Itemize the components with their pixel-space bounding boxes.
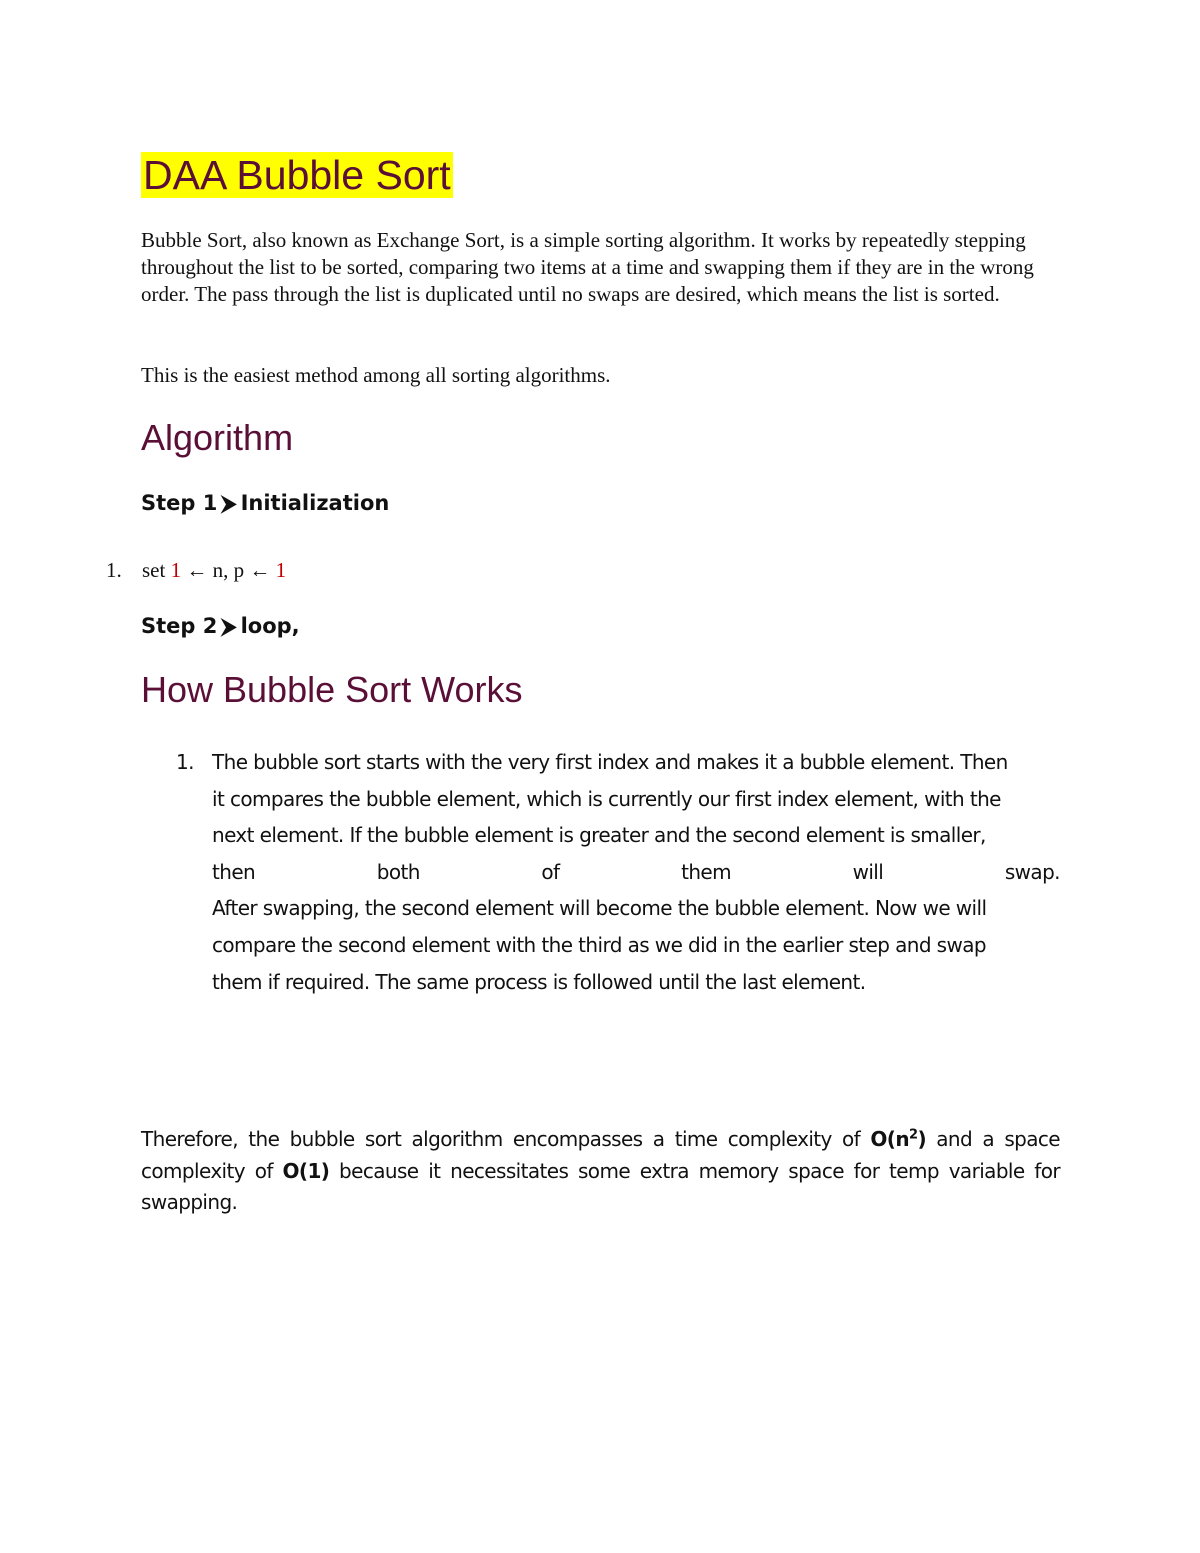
complexity-summary [141,1124,1060,1219]
summary-part-1: Therefore, the bubble sort algorithm encompasses a time complexity of [141,1127,871,1151]
justified-word: then [212,859,256,884]
summary-part-3: because it necessitates some extra memory space for temp variable for swapping. [141,1158,1061,1214]
how-list-item [176,744,1060,1000]
step-2-text: loop, [240,614,300,638]
justified-word: will [852,859,884,884]
step-1 [141,489,389,517]
justified-word: both [376,859,420,884]
algorithm-heading: Algorithm [141,417,294,458]
page-title: DAA Bubble Sort [143,152,451,198]
time-complexity-exponent: 2 [909,1127,918,1143]
summary-part-2: and a space complexity of [141,1127,1060,1183]
time-complexity-base: O(n [870,1127,909,1151]
list-line: it compares the bubble element, which is currently our first index element, with the [212,786,1001,811]
justified-word: swap. [1004,859,1060,884]
step-2 [141,612,300,640]
list-line: them if required. The same process is followed until the last element. [212,969,866,994]
time-complexity [870,1127,926,1151]
list-line: The bubble sort starts with the very first index and makes it a bubble element. Then [212,750,1008,774]
list-line: next element. If the bubble element is greater and the second element is smaller, [212,823,986,848]
code-part-2: ← n, p ← [181,558,276,582]
arrow-right-icon: ⮞ [221,614,237,638]
list-item-number: 1. [176,750,194,774]
step-2-label: Step 2 [141,614,218,638]
code-line-number: 1. [106,558,122,582]
justified-word: them [681,859,731,884]
list-line-justified [212,854,1060,891]
intro-note: This is the easiest method among all sorting algorithms. [141,363,611,387]
algorithm-code-line [106,556,286,584]
time-complexity-close: ) [917,1127,926,1151]
justified-word: of [541,859,560,884]
step-1-text: Initialization [240,491,390,515]
list-line: compare the second element with the third as we did in the earlier step and swap [212,932,987,957]
code-part-1: set [142,558,171,582]
list-line: After swapping, the second element will become the bubble element. Now we will [212,896,987,921]
how-it-works-heading: How Bubble Sort Works [141,669,523,710]
code-value-1: 1 [170,558,182,582]
arrow-right-icon: ⮞ [221,491,237,515]
intro-paragraph: Bubble Sort, also known as Exchange Sort, is a simple sorting algorithm. It works by repeatedly stepping throughout the list to be sorted, comparing two items at a time and swapping them if they are in the wrong order. The pass through the list is duplicated until no swaps are desired, which means the list is sorted. [141,228,1034,306]
space-complexity: O(1) [282,1158,330,1183]
step-1-label: Step 1 [141,491,218,515]
code-value-2: 1 [275,558,287,582]
list-item-body [212,744,1060,1000]
